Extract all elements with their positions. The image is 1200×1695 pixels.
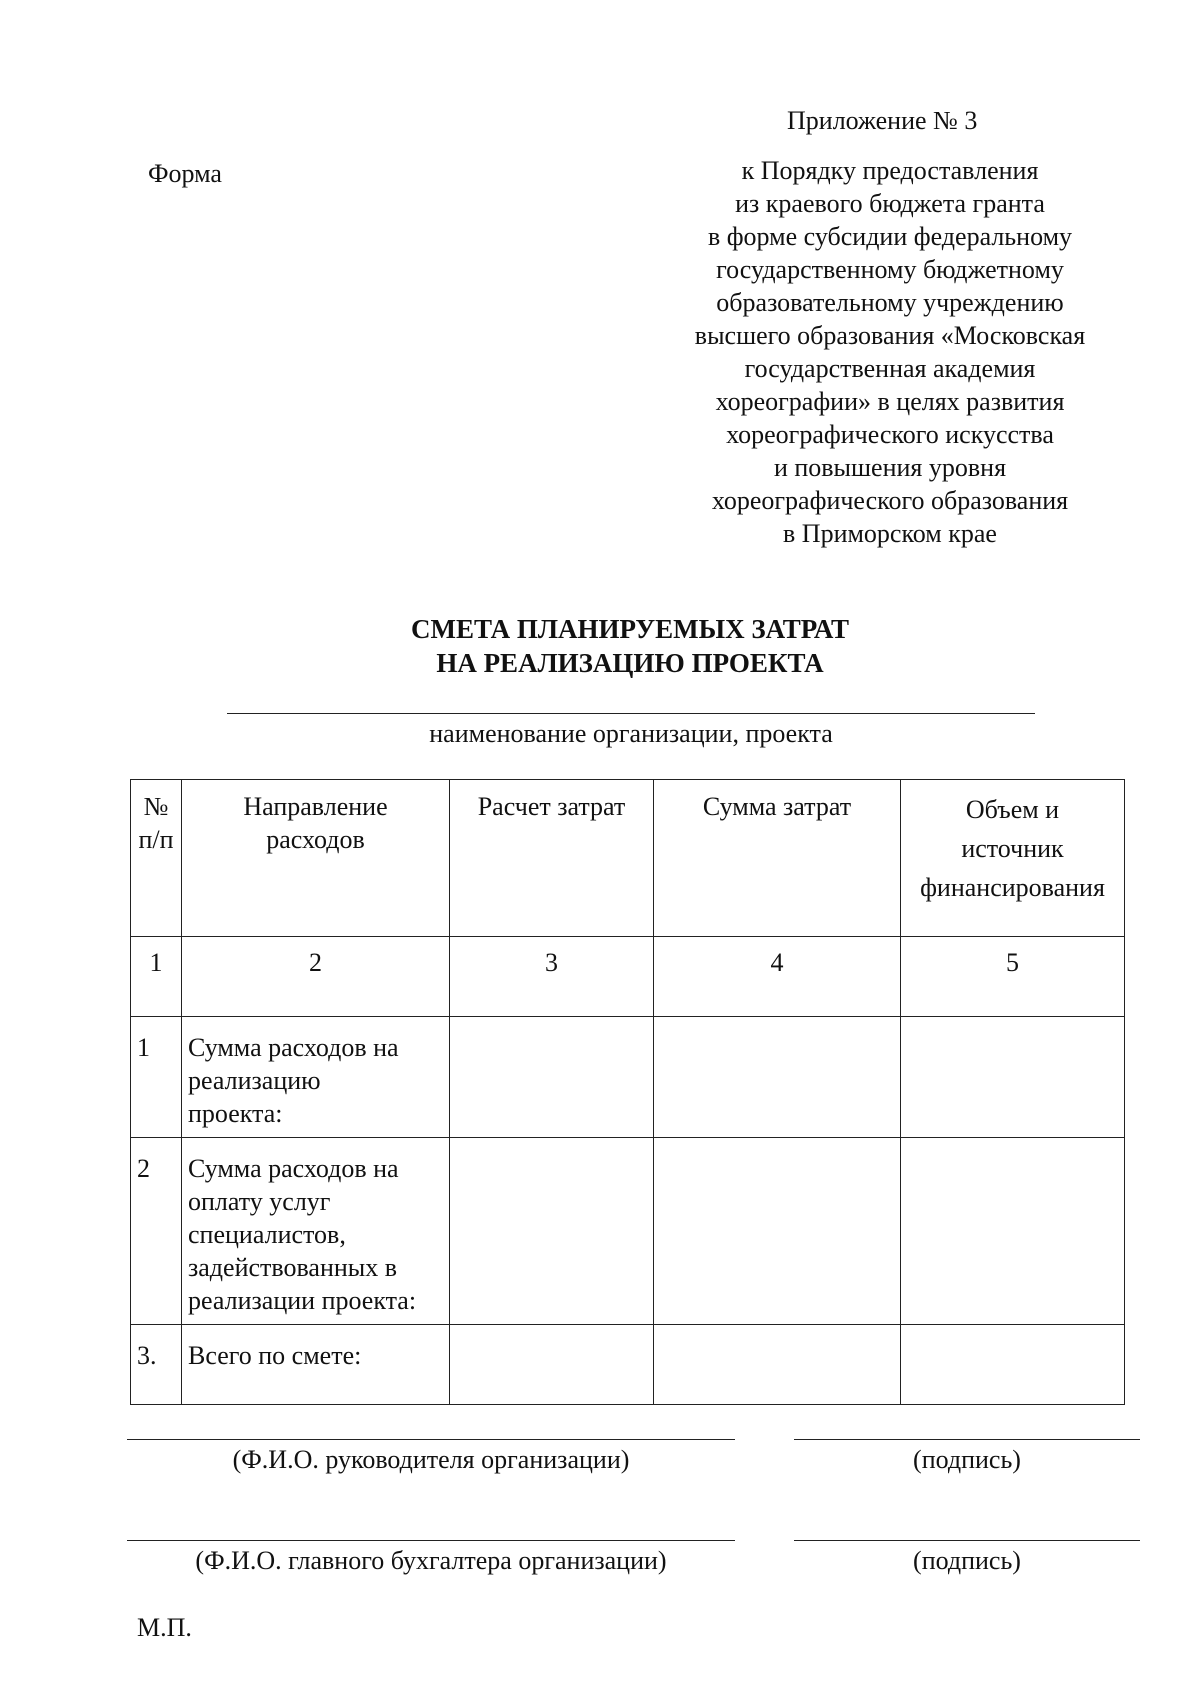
appendix-line: и повышения уровня [773,453,1007,482]
cost-estimate-table [130,779,1125,1405]
header-cost-calculation [450,780,654,937]
head-signature-caption: (подпись) [913,1445,1021,1474]
form-label: Форма [148,159,222,188]
header-number [131,780,182,937]
empty-cell [654,1325,901,1405]
appendix-label: Приложение № 3 [787,106,978,135]
document-title-line: СМЕТА ПЛАНИРУЕМЫХ ЗАТРАТ [411,614,849,644]
accountant-signature-line [794,1540,1140,1541]
head-signature-line [794,1439,1140,1440]
header-text: Объем и [965,795,1060,824]
empty-cell [654,1138,901,1325]
appendix-line: в форме субсидии федеральному [707,222,1073,251]
header-text: Сумма затрат [702,792,852,821]
row-expense-label [182,1325,450,1405]
column-number: 1 [131,937,182,1017]
appendix-line: из краевого бюджета гранта [735,189,1045,218]
table-row [131,1138,1125,1325]
appendix-line: образовательному учреждению [716,288,1064,317]
table-header-row [131,780,1125,937]
appendix-line: высшего образования «Московская [694,321,1086,350]
empty-cell [901,1138,1125,1325]
header-expense-direction [182,780,450,937]
table-row [131,1017,1125,1138]
header-text: финансирования [920,873,1105,902]
column-number: 3 [450,937,654,1017]
empty-cell [450,1138,654,1325]
document-title-line: НА РЕАЛИЗАЦИЮ ПРОЕКТА [436,648,824,678]
empty-cell [654,1017,901,1138]
column-number: 4 [654,937,901,1017]
row-label-line: Сумма расходов на [188,1033,399,1062]
empty-cell [901,1017,1125,1138]
header-text: источник [961,834,1064,863]
header-text: Расчет затрат [477,792,626,821]
head-name-caption: (Ф.И.О. руководителя организации) [232,1445,630,1474]
row-expense-label [182,1017,450,1138]
appendix-description [660,154,1120,550]
appendix-line: в Приморском крае [783,519,997,548]
empty-cell [450,1325,654,1405]
appendix-line: к Порядку предоставления [741,156,1039,185]
row-label-line: оплату услуг [188,1187,331,1216]
header-funding-source [901,780,1125,937]
column-number: 2 [182,937,450,1017]
row-label-line: задействованных в [188,1253,398,1282]
header-text: п/п [138,825,174,854]
header-text: Направление [243,792,388,821]
accountant-name-line [127,1540,735,1541]
empty-cell [450,1017,654,1138]
row-label-line: Всего по смете: [188,1341,362,1370]
org-name-underline [227,713,1035,714]
header-text: № [143,792,169,821]
stamp-placeholder: М.П. [137,1613,192,1642]
appendix-line: хореографического образования [711,486,1069,515]
table-row [131,1325,1125,1405]
column-number-row [131,937,1125,1017]
accountant-signature-caption: (подпись) [913,1546,1021,1575]
row-number: 1 [131,1017,182,1138]
row-label-line: Сумма расходов на [188,1154,399,1183]
row-label-line: специалистов, [188,1220,346,1249]
appendix-line: хореографического искусства [726,420,1054,449]
row-number: 2 [131,1138,182,1325]
appendix-line: государственная академия [744,354,1036,383]
appendix-line: государственному бюджетному [716,255,1064,284]
header-cost-amount [654,780,901,937]
org-name-caption: наименование организации, проекта [429,719,833,748]
row-label-line: проекта: [188,1099,283,1128]
row-label-line: реализации проекта: [188,1286,417,1315]
document-title [200,612,1060,680]
row-number: 3. [131,1325,182,1405]
empty-cell [901,1325,1125,1405]
appendix-line: хореографии» в целях развития [715,387,1065,416]
row-label-line: реализацию [188,1066,321,1095]
head-name-line [127,1439,735,1440]
accountant-name-caption: (Ф.И.О. главного бухгалтера организации) [195,1546,667,1575]
header-text: расходов [266,825,365,854]
row-expense-label [182,1138,450,1325]
column-number: 5 [901,937,1125,1017]
